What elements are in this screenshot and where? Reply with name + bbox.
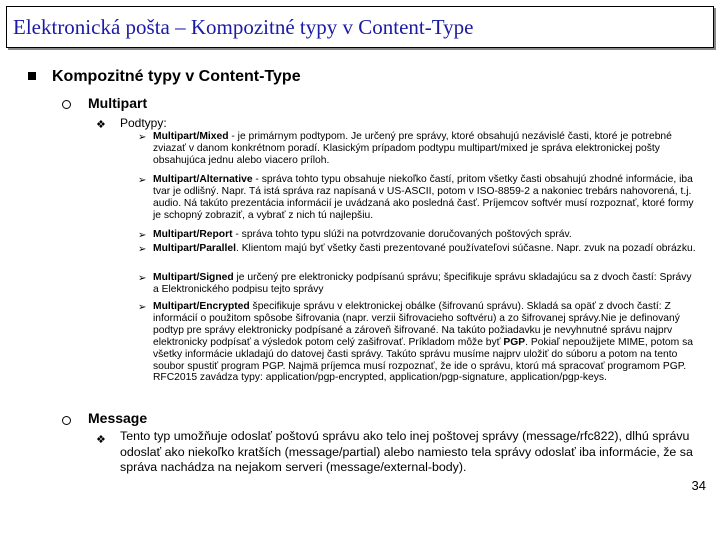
diamond-bullet-icon: ❖ (96, 119, 106, 131)
list-item (138, 243, 696, 255)
subtype-desc: - správa tohto typu obsahuje niekoľko častí, pritom všetky časti obsahujú zhodné informácie, iba tvar je odlišný. Napr. Tá istá správa raz napísaná v US-ASCII, potom v ISO-8859-2 a nakoniec trebárs nahovorená, t.j. audio. Ná takúto prezentácia informácií je uvádzaná ako posledná časť. Príjemcov softvér musí rozpoznať, ktoré formy je schopný zobraziť, a vybrať z nich tú najlepšiu. (153, 174, 694, 221)
arrow-bullet-icon: ➢ (138, 132, 147, 143)
square-bullet-icon (28, 72, 36, 80)
subtype-desc: špecifikuje správu v elektronickej obálke (šifrovanú správu). Skladá sa opäť z dvoch častí: Z informácií o použitom spôsobe šifrovania (napr. verzii šifrovacieho softvéru) a zo šifrovanej správy.Nie je definovaný podtyp pre správy elektronicky podpísané a zároveň šifrované. Na takúto požiadavku je nevyhnutné správu najprv elektronicky podpísať a výsledok potom celý zašifrovať. Príkladom môže byť (153, 301, 680, 348)
list-item (138, 174, 696, 222)
circle-bullet-icon (62, 416, 71, 425)
arrow-bullet-icon: ➢ (138, 273, 147, 284)
subtype-desc: - je primárnym podtypom. Je určený pre správy, ktoré obsahujú nezávislé časti, ktoré je potrebné zviazať v danom konkrétnom poradí. Klasickým prípadom podtypu multipart/mixed je správa elektronickej pošty obsahujúca jednu alebo viacero príloh. (153, 131, 672, 166)
page-number: 34 (691, 478, 706, 493)
subtype-name: Multipart/Parallel (153, 243, 236, 254)
list-item (138, 229, 696, 241)
arrow-bullet-icon: ➢ (138, 244, 147, 255)
circle-bullet-icon (62, 100, 71, 109)
section-heading: Kompozitné typy v Content-Type (52, 68, 301, 85)
pgp-term: PGP (503, 336, 526, 348)
subtype-desc-cont: . Pokiaľ nepoužijete MIME, potom sa všetky informácie ukladajú do datovej časti správy. Takúto správu musíme najprv uložiť do súboru a potom na tento soubor spustiť program PGP. Najmä príjemca musí rozpoznať, že ide o správu, ktorú má spracovať programom PGP. RFC2015 zavádza typy: application/pgp-encrypted, application/pgp-signature, application/pgp-keys. (153, 336, 693, 384)
slide-title: Elektronická pošta – Kompozitné typy v Content-Type (13, 15, 474, 39)
message-label: Message (88, 410, 148, 426)
subtype-name: Multipart/Alternative (153, 174, 253, 185)
subtype-desc: - správa tohto typu slúži na potvrdzovanie doručovaných poštových správ. (232, 229, 572, 240)
subtype-name: Multipart/Report (153, 229, 233, 240)
subtype-name: Multipart/Signed (153, 272, 234, 283)
arrow-bullet-icon: ➢ (138, 230, 147, 241)
arrow-bullet-icon: ➢ (138, 175, 147, 186)
arrow-bullet-icon: ➢ (138, 302, 147, 313)
subtype-name: Multipart/Encrypted (153, 301, 250, 312)
subtypes-label: Podtypy: (120, 116, 167, 130)
subtype-name: Multipart/Mixed (153, 131, 229, 142)
list-item (138, 131, 696, 167)
subtype-desc: . Klientom majú byť všetky časti prezentované používateľovi súčasne. Napr. zvuk na pozadí obrázku. (235, 243, 696, 254)
multipart-label: Multipart (88, 95, 148, 111)
list-item (138, 272, 696, 296)
title-box (6, 6, 714, 48)
subtype-desc: je určený pre elektronicky podpísanú správu; špecifikuje správu skladajúcu sa z dvoch častí: Správy a Elektronického podpisu tejto správy (153, 272, 692, 295)
message-description: Tento typ umožňuje odoslať poštovú správu ako telo inej poštovej správy (message/rfc822), dlhú správu odoslať ako niekoľko kratších (message/partial) alebo namiesto tela správy odoslať iba informácie, že sa správa nachádza na nejakom serveri (message/external-body). (120, 429, 693, 475)
list-item (138, 301, 696, 384)
diamond-bullet-icon: ❖ (96, 434, 106, 446)
